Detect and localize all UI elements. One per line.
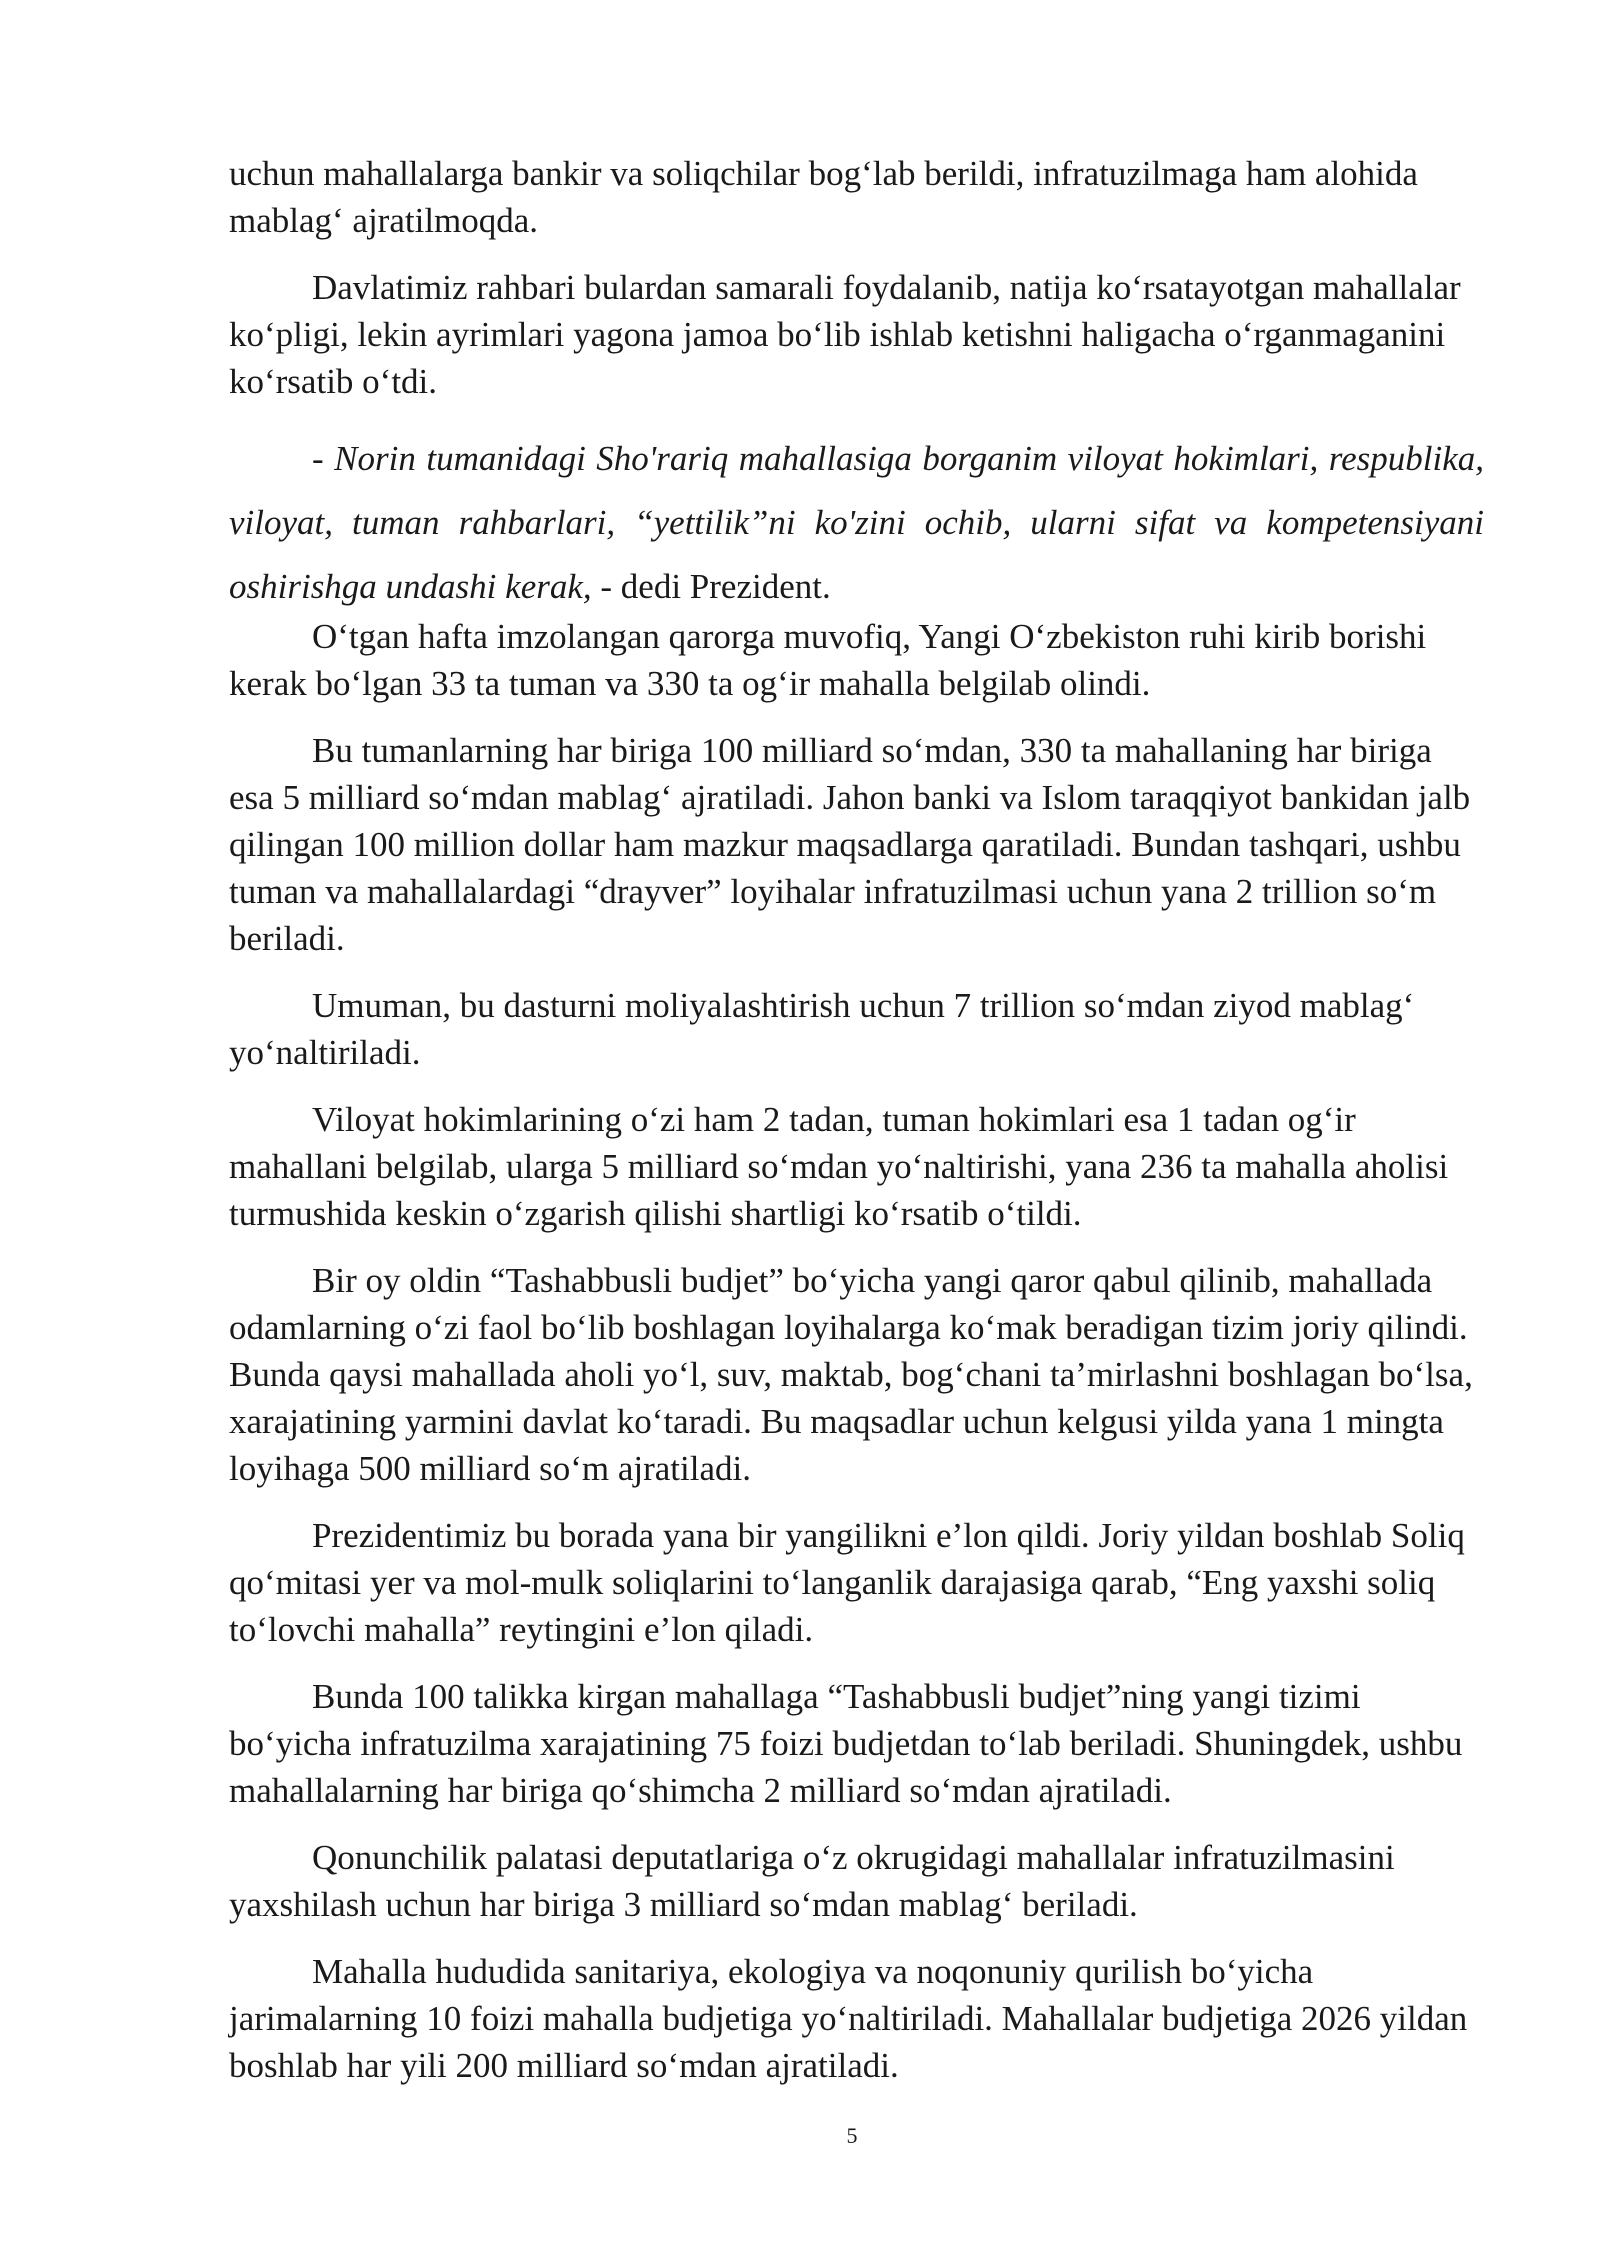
paragraph-7: Bir oy oldin “Tashabbusli budjet” bo‘yicha yangi qaror qabul qilinib, mahallada odamlarning o‘zi faol bo‘lib boshlagan loyihalarga ko‘mak beradigan tizim joriy qilindi. Bunda qaysi mahallada aholi yo‘l, suv, maktab, bog‘chani ta’mirlashni boshlagan bo‘lsa, xarajatining yarmini davlat ko‘taradi. Bu maqsadlar uchun kelgusi yilda yana 1 mingta loyihaga 500 milliard so‘m ajratiladi. (229, 1261, 1473, 1488)
paragraph-6: Viloyat hokimlarining o‘zi ham 2 tadan, tuman hokimlari esa 1 tadan og‘ir mahallani belgilab, ularga 5 milliard so‘mdan yo‘naltirishi, yana 236 ta mahalla aholisi turmushida keskin o‘zgarish qilishi shartligi ko‘rsatib o‘tildi. (229, 1100, 1449, 1233)
paragraph-2: Davlatimiz rahbari bulardan samarali foydalanib, natija ko‘rsatayotgan mahallalar ko‘pligi, lekin ayrimlari yagona jamoa bo‘lib ishlab ketishni haligacha o‘rganmaganini ko‘rsatib o‘tdi. (229, 268, 1461, 401)
paragraph-4: Bu tumanlarning har biriga 100 milliard so‘mdan, 330 ta mahallaning har biriga esa 5 milliard so‘mdan mablag‘ ajratiladi. Jahon banki va Islom taraqqiyot bankidan jalb qilingan 100 million dollar ham mazkur maqsadlarga qaratiladi. Bundan tashqari, ushbu tuman va mahallalardagi “drayver” loyihalar infratuzilmasi uchun yana 2 trillion so‘m beriladi. (229, 731, 1471, 958)
paragraph-5: Umuman, bu dasturni moliyalashtirish uchun 7 trillion so‘mdan ziyod mablag‘ yo‘naltiriladi. (229, 986, 1415, 1072)
page-number: 5 (846, 2123, 858, 2148)
document-page (229, 150, 1484, 2109)
quote-italic-text: - Norin tumanidagi Sho'rariq mahallasiga borganim viloyat hokimlari, respublika, viloyat, tuman rahbarlari, “yettilik”ni ko'zini ochib, ularni sifat va kompetensiyani oshirishga undashi kerak, (229, 439, 1484, 606)
paragraph-8: Prezidentimiz bu borada yana bir yangilikni e’lon qildi. Joriy yildan boshlab Soliq qo‘mitasi yer va mol-mulk soliqlarini to‘langanlik darajasiga qarab, “Eng yaxshi soliq to‘lovchi mahalla” reytingini e’lon qiladi. (229, 1516, 1465, 1649)
paragraph-10: Qonunchilik palatasi deputatlariga o‘z okrugidagi mahallalar infratuzilmasini yaxshilash uchun har biriga 3 milliard so‘mdan mablag‘ beriladi. (229, 1838, 1395, 1924)
paragraph-9: Bunda 100 talikka kirgan mahallaga “Tashabbusli budjet”ning yangi tizimi bo‘yicha infratuzilma xarajatining 75 foizi budjetdan to‘lab beriladi. Shuningdek, ushbu mahallalarning har biriga qo‘shimcha 2 milliard so‘mdan ajratiladi. (229, 1677, 1463, 1810)
paragraph-1: uchun mahallalarga bankir va soliqchilar bog‘lab berildi, infratuzilmaga ham alohida mablag‘ ajratilmoqda. (229, 154, 1418, 240)
paragraph-3: O‘tgan hafta imzolangan qarorga muvofiq, Yangi O‘zbekiston ruhi kirib borishi kerak bo‘lgan 33 ta tuman va 330 ta og‘ir mahalla belgilab olindi. (229, 617, 1427, 703)
quote-attribution: - dedi Prezident. (591, 567, 831, 606)
paragraph-11: Mahalla hududida sanitariya, ekologiya va noqonuniy qurilish bo‘yicha jarimalarning 10 foizi mahalla budjetiga yo‘naltiriladi. Mahallalar budjetiga 2026 yildan boshlab har yili 200 milliard so‘mdan ajratiladi. (229, 1952, 1468, 2085)
president-quote (229, 427, 1484, 619)
